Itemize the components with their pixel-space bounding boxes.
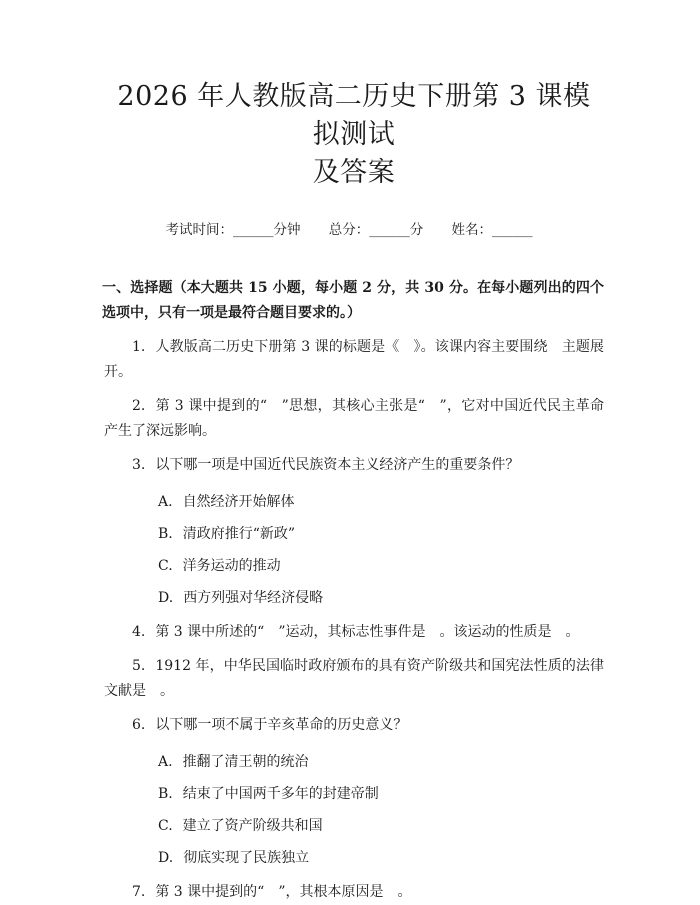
time-label: 考试时间： [165,222,233,238]
option-a [104,490,604,515]
option-d [104,586,604,611]
question-number: 1. [132,339,146,355]
option-letter: D. [158,590,174,606]
section-heading: 一、选择题（本大题共 15 小题，每小题 2 分，共 30 分。在每小题列出的四个选项中，只有一项是最符合题目要求的。） [102,280,604,321]
question-number: 2. [132,398,146,414]
option-text: 洋务运动的推动 [182,558,281,574]
option-b [104,782,604,807]
score-field [329,222,428,238]
question-number: 3. [132,457,146,473]
question-text: 第 3 课中提到的“ ”思想，其核心主张是“ ”，它对中国近代民主革命产生了深远影响。 [104,398,604,439]
time-field [165,222,304,238]
option-d [104,846,604,871]
name-label: 姓名： [451,222,493,238]
question-1 [104,335,604,385]
score-label: 总分： [328,222,370,238]
name-blank: ______ [492,222,533,238]
question-5 [104,654,604,704]
question-4 [104,620,604,645]
option-text: 建立了资产阶级共和国 [182,818,323,834]
time-blank: ______分钟 [232,222,301,238]
score-blank: ______分 [369,222,424,238]
option-text: 自然经济开始解体 [182,494,295,510]
option-letter: C. [158,818,173,834]
question-6 [104,713,604,738]
question-text: 1912 年，中华民国临时政府颁布的具有资产阶级共和国宪法性质的法律文献是 。 [104,658,604,699]
option-letter: A. [158,494,173,510]
title-line-1: 2026 年人教版高二历史下册第 3 课模拟测试 [117,81,591,150]
option-letter: B. [158,526,173,542]
option-a [104,750,604,775]
option-letter: B. [158,786,173,802]
question-text: 人教版高二历史下册第 3 课的标题是《 》。该课内容主要围绕 主题展开。 [104,339,604,380]
question-2 [104,394,604,444]
page-title [104,78,604,192]
option-letter: D. [158,850,174,866]
option-c [104,814,604,839]
exam-meta [94,218,604,238]
question-3 [104,453,604,478]
title-line-2: 及答案 [312,157,396,188]
question-7 [104,880,604,905]
option-text: 彻底实现了民族独立 [183,850,310,866]
question-text: 第 3 课中提到的“ ”，其根本原因是 。 [155,884,412,900]
question-number: 7. [132,884,146,900]
option-letter: C. [158,558,173,574]
option-text: 清政府推行“新政” [182,526,296,542]
question-number: 5. [132,658,146,674]
option-text: 西方列强对华经济侵略 [183,590,324,606]
option-letter: A. [158,754,173,770]
question-text: 以下哪一项不属于辛亥革命的历史意义？ [155,717,408,733]
question-number: 6. [132,717,146,733]
option-c [104,554,604,579]
name-field [452,222,533,238]
question-text: 以下哪一项是中国近代民族资本主义经济产生的重要条件？ [155,457,520,473]
option-text: 推翻了清王朝的统治 [182,754,309,770]
option-b [104,522,604,547]
question-number: 4. [132,624,146,640]
option-text: 结束了中国两千多年的封建帝制 [182,786,379,802]
question-text: 第 3 课中所述的“ ”运动，其标志性事件是 。该运动的性质是 。 [155,624,580,640]
